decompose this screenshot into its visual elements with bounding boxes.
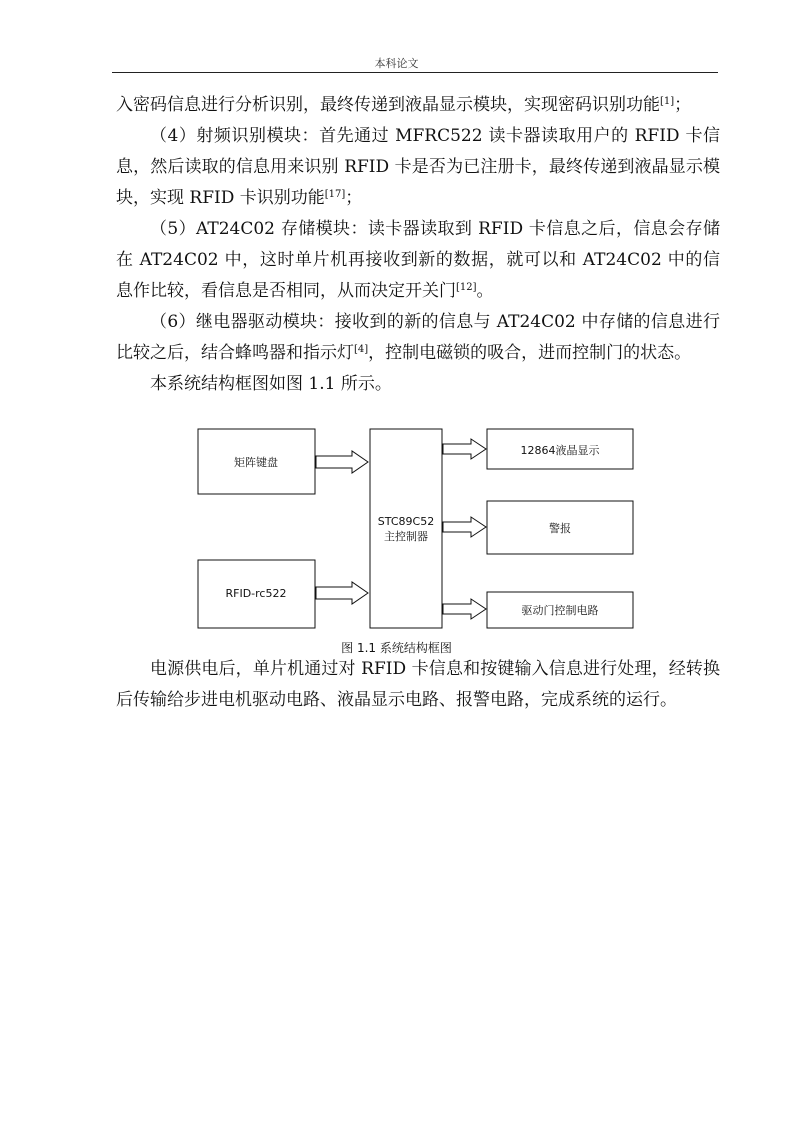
paragraph-rfid-module: （4）射频识别模块：首先通过 MFRC522 读卡器读取用户的 RFID 卡信息，然后读取的信息用来识别 RFID 卡是否为已注册卡，最终传递到液晶显示模块，实现 RFID 卡识别功能[17]； (116, 126, 720, 208)
paragraph-keypad-continued: 入密码信息进行分析识别，最终传递到液晶显示模块，实现密码识别功能[1]； (116, 95, 692, 115)
controller-label-line1: STC89C52 (377, 515, 435, 528)
arrow-controller-to-door (443, 599, 486, 619)
alarm-label: 警报 (549, 522, 571, 535)
door-label: 驱动门控制电路 (521, 604, 599, 617)
paragraph-figure-intro: 本系统结构框图如图 1.1 所示。 (150, 374, 392, 394)
arrow-controller-to-lcd (443, 439, 486, 459)
body-text-bottom (116, 654, 720, 716)
arrow-keypad-to-controller (316, 451, 368, 473)
controller-label-line2: 主控制器 (384, 530, 428, 543)
paragraph-relay-module: （6）继电器驱动模块：接收到的新的信息与 AT24C02 中存储的信息进行比较之后，结合蜂鸣器和指示灯[4]，控制电磁锁的吸合，进而控制门的状态。 (116, 312, 720, 363)
lcd-label: 12864液晶显示 (520, 444, 600, 457)
figure-caption: 图 1.1 系统结构框图 (341, 641, 452, 655)
rfid-label: RFID-rc522 (225, 587, 287, 600)
controller-block (370, 429, 442, 628)
arrow-rfid-to-controller (316, 582, 368, 604)
keypad-label: 矩阵键盘 (234, 456, 278, 469)
paragraph-system-operation: 电源供电后，单片机通过对 RFID 卡信息和按键输入信息进行处理，经转换后传输给步进电机驱动电路、液晶显示电路、报警电路，完成系统的运行。 (116, 659, 720, 710)
paragraph-storage-module: （5）AT24C02 存储模块：读卡器读取到 RFID 卡信息之后，信息会存储在 AT24C02 中，这时单片机再接收到新的数据，就可以和 AT24C02 中的信息作比较，看信息是否相同，从而决定开关门[12]。 (116, 219, 720, 301)
arrow-controller-to-alarm (443, 517, 486, 537)
page-header: 本科论文 (374, 57, 419, 70)
